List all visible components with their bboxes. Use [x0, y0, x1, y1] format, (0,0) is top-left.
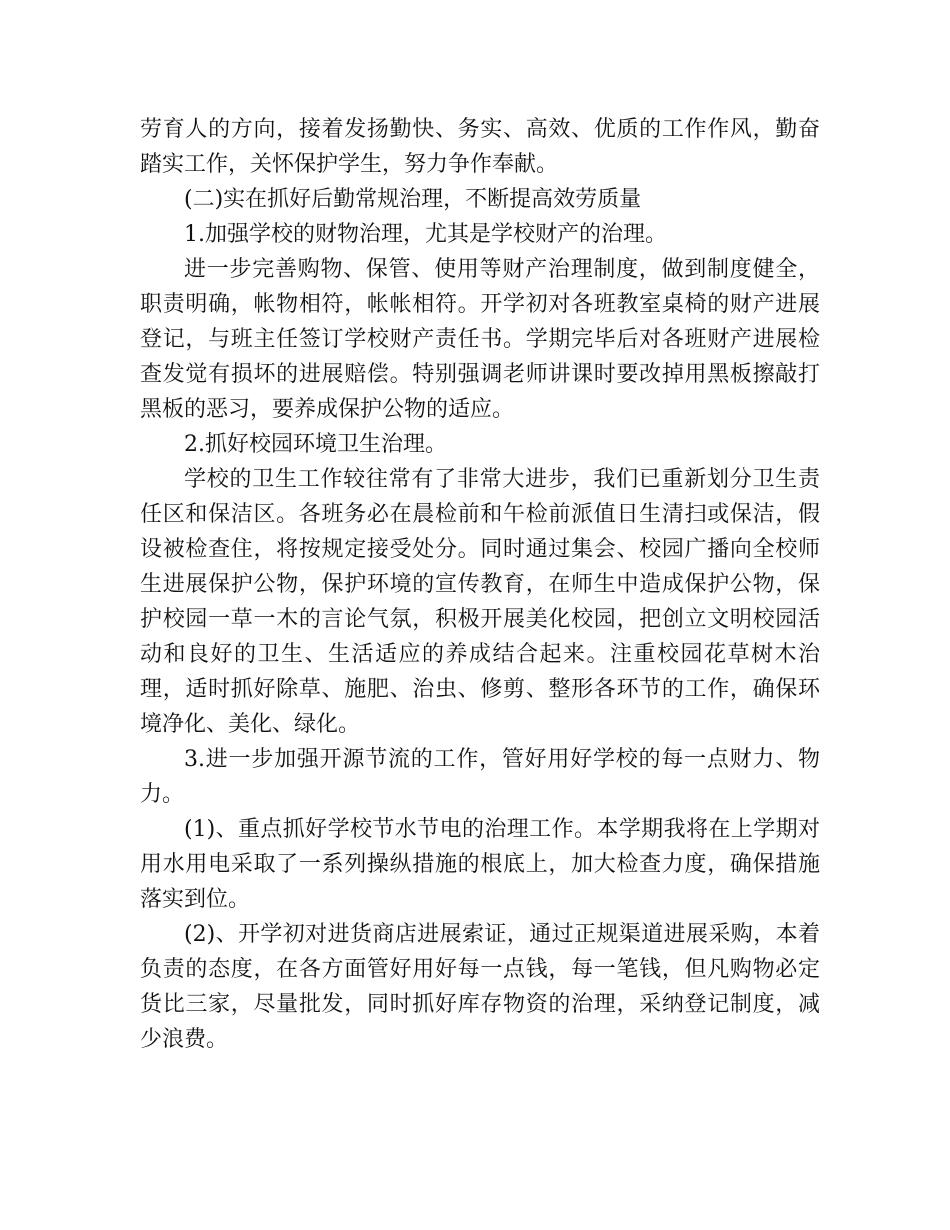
document-body: [140, 112, 820, 1057]
subheading-1: 1.加强学校的财物治理，尤其是学校财产的治理。: [184, 222, 667, 247]
paragraph-procurement: (2)、开学初对进货商店进展索证，通过正规渠道进展采购，本着负责的态度，在各方面管好用好每一点钱，每一笔钱，但凡购物必定货比三家，尽量批发，同时抓好库存物资的治理，采纳登记制度，减少浪费。: [140, 922, 820, 1052]
section-heading: (二)实在抓好后勤常规治理，不断提高效劳质量: [184, 187, 642, 212]
paragraph-water-electricity: (1)、重点抓好学校节水节电的治理工作。本学期我将在上学期对用水用电采取了一系列操纵措施的根底上，加大检查力度，确保措施落实到位。: [140, 817, 820, 912]
paragraph-continuation: 劳育人的方向，接着发扬勤快、务实、高效、优质的工作作风，勤奋踏实工作，关怀保护学生，努力争作奉献。: [140, 117, 820, 177]
paragraph-property-management: 进一步完善购物、保管、使用等财产治理制度，做到制度健全，职责明确，帐物相符，帐帐相符。开学初对各班教室桌椅的财产进展登记，与班主任签订学校财产责任书。学期完毕后对各班财产进展检查发觉有损坏的进展赔偿。特别强调老师讲课时要改掉用黑板擦敲打黑板的恶习，要养成保护公物的适应。: [140, 257, 820, 422]
paragraph-campus-hygiene: 学校的卫生工作较往常有了非常大进步，我们已重新划分卫生责任区和保洁区。各班务必在晨检前和午检前派值日生清扫或保洁，假设被检查住，将按规定接受处分。同时通过集会、校园广播向全校师生进展保护公物，保护环境的宣传教育，在师生中造成保护公物，保护校园一草一木的言论气氛，积极开展美化校园，把创立文明校园活动和良好的卫生、生活适应的养成结合起来。注重校园花草树木治理，适时抓好除草、施肥、治虫、修剪、整形各环节的工作，确保环境净化、美化、绿化。: [140, 467, 820, 737]
subheading-3: 3.进一步加强开源节流的工作，管好用好学校的每一点财力、物力。: [140, 747, 820, 807]
subheading-2: 2.抓好校园环境卫生治理。: [184, 432, 447, 457]
